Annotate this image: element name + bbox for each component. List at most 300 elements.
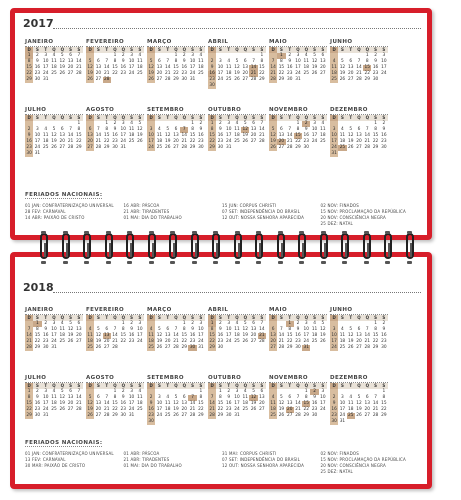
day-cell: 28 (364, 345, 371, 350)
weekday-label: S (157, 47, 161, 52)
day-cell: 6 (158, 59, 161, 64)
weekday-label: D (269, 115, 277, 121)
day-cell: 17 (120, 133, 127, 138)
day-cell: 12 (87, 65, 93, 70)
day-cell: 29 (217, 413, 224, 418)
day-cell: 16 (209, 71, 215, 76)
day-cell: 12 (278, 401, 285, 406)
binding-ring (320, 233, 328, 259)
day-cell: 26 (347, 345, 354, 350)
day-cell: 2 (36, 53, 39, 58)
day-cell: 22 (217, 407, 224, 412)
day-cell: 18 (87, 339, 93, 344)
day-cell: 18 (42, 139, 49, 144)
day-cell: 8 (296, 127, 300, 132)
day-cell: 31 (189, 77, 196, 82)
day-cell: 7 (105, 59, 109, 64)
day-cell: 20 (286, 407, 293, 412)
day-cell: 16 (225, 401, 232, 406)
day-cell: 28 (295, 413, 301, 418)
day-cell: 18 (234, 133, 240, 138)
day-cell: 6 (182, 395, 186, 400)
day-cell: 9 (382, 127, 386, 132)
day-cell: 20 (103, 339, 110, 344)
day-cell: 27 (259, 407, 265, 412)
day-cell: 16 (189, 333, 196, 338)
day-cell: 1 (191, 121, 194, 126)
weekday-label: Q (296, 115, 300, 120)
day-cell: 16 (148, 407, 154, 412)
day-cell: 11 (234, 127, 240, 132)
day-cell: 21 (67, 139, 74, 144)
day-cell: 8 (208, 127, 216, 133)
weekday-label: S (130, 115, 133, 120)
day-cell: 7 (166, 59, 170, 64)
calendar-page-2018 (10, 252, 432, 489)
weekday-label: Q (52, 315, 56, 320)
day-cell: 12 (347, 133, 354, 138)
day-cell: 1 (25, 389, 33, 395)
weekday-label: Q (113, 115, 117, 120)
binding-hole (278, 231, 283, 234)
day-cell: 19 (137, 133, 143, 138)
day-cell: 26 (320, 339, 326, 344)
weekday-label: T (105, 383, 109, 388)
day-cell: 14 (95, 133, 102, 138)
day-cell: 20 (156, 71, 163, 76)
day-cell: 4 (330, 59, 338, 65)
day-cell: 9 (219, 127, 222, 132)
day-cell: 9 (44, 327, 48, 332)
days-grid (269, 321, 327, 351)
weekday-label: S (96, 383, 100, 388)
holidays-list (25, 203, 419, 227)
day-cell: 20 (364, 407, 371, 412)
weekday-label: S (313, 383, 316, 388)
day-cell: 26 (250, 407, 257, 412)
day-cell: 3 (321, 389, 325, 394)
day-cell: 1 (286, 321, 294, 327)
day-cell: 23 (381, 139, 387, 144)
day-cell: 23 (120, 71, 127, 76)
month-name: MAIO (269, 39, 327, 47)
day-cell: 12 (137, 127, 143, 132)
day-cell: 31 (120, 145, 127, 150)
weekday-label: Q (113, 383, 117, 388)
day-cell: 8 (288, 327, 292, 332)
weekday-label: S (313, 315, 316, 320)
day-cell: 6 (357, 127, 361, 132)
day-cell: 24 (198, 339, 204, 344)
binding-ring (341, 233, 349, 259)
year-label: 2018 (23, 281, 54, 294)
day-cell: 21 (364, 139, 371, 144)
binding-hole (364, 261, 369, 264)
day-cell: 24 (156, 413, 163, 418)
days-grid (330, 53, 388, 83)
day-cell: 2 (199, 121, 203, 126)
holiday-item: 31 MAI: CORPUS CHRISTI (222, 451, 277, 456)
weekday-label: S (69, 383, 72, 388)
day-cell: 29 (364, 77, 371, 82)
weekday-label: S (35, 383, 39, 388)
day-cell: 15 (209, 333, 215, 338)
binding-hole (256, 231, 261, 234)
day-cell: 16 (181, 65, 188, 70)
day-cell: 10 (128, 395, 135, 400)
day-cell: 11 (270, 401, 276, 406)
weekday-label: S (199, 115, 203, 120)
day-cell: 27 (364, 413, 371, 418)
day-cell: 8 (77, 127, 81, 132)
day-cell: 12 (164, 133, 171, 138)
day-cell: 18 (198, 65, 204, 70)
weekday-label: D (208, 115, 216, 121)
day-cell: 28 (209, 413, 215, 418)
weekday-label: T (166, 47, 170, 52)
weekday-label: S (96, 315, 100, 320)
weekday-label: Q (174, 47, 178, 52)
day-cell: 30 (381, 145, 387, 150)
day-cell: 7 (357, 59, 361, 64)
day-cell: 24 (320, 407, 326, 412)
day-cell: 28 (67, 145, 74, 150)
day-cell: 18 (148, 339, 154, 344)
day-cell: 24 (42, 71, 49, 76)
day-cell: 22 (112, 71, 118, 76)
weekday-label: S (191, 315, 194, 320)
day-cell: 20 (242, 71, 249, 76)
day-cell: 7 (252, 59, 255, 64)
weekday-label: Q (235, 115, 239, 120)
month-6 (330, 39, 388, 97)
day-cell: 18 (320, 133, 326, 138)
weekday-label: S (313, 47, 316, 52)
day-cell: 6 (357, 327, 361, 332)
day-cell: 13 (250, 127, 257, 132)
weekday-label: S (77, 383, 81, 388)
day-cell: 16 (42, 333, 49, 338)
day-cell: 22 (189, 139, 196, 144)
day-cell: 24 (331, 145, 337, 150)
day-cell: 13 (95, 65, 102, 70)
day-cell: 5 (86, 59, 94, 65)
holiday-item: 15 NOV: PROCLAMAÇÃO DA REPÚBLICA (320, 457, 406, 462)
day-cell: 27 (356, 145, 362, 150)
day-cell: 1 (25, 53, 33, 59)
day-cell: 25 (156, 145, 163, 150)
day-cell: 25 (303, 71, 310, 76)
day-cell: 14 (270, 65, 276, 70)
day-cell: 19 (51, 139, 57, 144)
weekday-label: S (69, 115, 72, 120)
day-cell: 13 (286, 401, 293, 406)
day-cell: 22 (209, 139, 215, 144)
holiday-item: 15 JUN: CORPUS CHRISTI (222, 203, 277, 208)
day-cell: 9 (227, 395, 231, 400)
day-cell: 25 (128, 139, 135, 144)
month-4 (208, 307, 266, 365)
month-12 (330, 107, 388, 165)
weekday-label: Q (296, 315, 300, 320)
weekday-label: S (77, 47, 81, 52)
day-cell: 15 (120, 333, 127, 338)
day-cell: 19 (347, 339, 354, 344)
weekday-label: S (35, 47, 39, 52)
day-cell: 8 (105, 127, 109, 132)
weekday-label: Q (304, 315, 308, 320)
binding-hole (235, 231, 240, 234)
day-cell: 30 (303, 145, 310, 150)
holiday-item: 30 MAR: PAIXÃO DE CRISTO (25, 463, 86, 468)
month-2 (86, 307, 144, 365)
day-cell: 16 (311, 401, 318, 406)
weekday-label: D (330, 383, 338, 389)
weekday-label: D (25, 383, 33, 389)
weekday-label: T (166, 383, 170, 388)
day-cell: 5 (349, 327, 353, 332)
day-cell: 4 (227, 59, 231, 64)
day-cell: 20 (76, 333, 82, 338)
weekday-label: S (191, 47, 194, 52)
day-cell: 8 (182, 327, 186, 332)
day-cell: 23 (198, 139, 204, 144)
day-cell: 21 (278, 339, 285, 344)
day-cell: 13 (67, 59, 74, 64)
day-cell: 4 (130, 121, 133, 126)
weekday-label: Q (121, 383, 125, 388)
day-cell: 27 (67, 407, 74, 412)
day-cell: 27 (356, 345, 362, 350)
day-cell: 14 (356, 65, 362, 70)
weekday-label: T (288, 315, 292, 320)
holidays-column (124, 451, 223, 475)
day-cell: 25 (320, 139, 326, 144)
month-9 (147, 375, 205, 433)
day-cell: 10 (217, 65, 224, 70)
holiday-item: 02 NOV: FINADOS (320, 203, 359, 208)
day-cell: 24 (128, 71, 135, 76)
weekday-label: D (147, 115, 155, 121)
month-11 (269, 375, 327, 433)
day-cell: 19 (234, 71, 240, 76)
holiday-item: 20 NOV: CONSCIÊNCIA NEGRA (320, 463, 386, 468)
days-grid (330, 321, 388, 351)
weekday-label: S (218, 115, 222, 120)
day-cell: 16 (303, 133, 310, 138)
binding-hole (235, 261, 240, 264)
day-cell: 29 (278, 77, 285, 82)
day-cell: 25 (331, 77, 337, 82)
day-cell: 30 (189, 345, 196, 350)
binding-hole (127, 261, 132, 264)
weekday-label: T (105, 115, 109, 120)
day-cell: 3 (304, 321, 308, 326)
day-cell: 26 (148, 77, 154, 82)
month-name: FEVEREIRO (86, 307, 144, 315)
binding-hole (127, 231, 132, 234)
day-cell: 29 (26, 77, 32, 82)
day-cell: 6 (260, 389, 264, 394)
day-cell: 8 (260, 59, 264, 64)
weekday-label: Q (182, 315, 186, 320)
day-cell: 22 (209, 339, 215, 344)
day-cell: 26 (137, 139, 143, 144)
weekday-label: Q (182, 115, 186, 120)
days-grid (208, 53, 266, 89)
day-cell: 3 (138, 321, 142, 326)
day-cell: 4 (60, 321, 64, 326)
day-cell: 3 (130, 389, 133, 394)
day-cell: 22 (181, 339, 188, 344)
day-cell: 27 (286, 413, 293, 418)
day-cell: 16 (112, 133, 118, 138)
day-cell: 19 (95, 339, 102, 344)
day-cell: 8 (113, 395, 117, 400)
day-cell: 3 (227, 321, 231, 326)
days-grid (86, 121, 144, 151)
day-cell: 18 (137, 65, 143, 70)
day-cell: 27 (242, 77, 249, 82)
day-cell: 30 (381, 345, 387, 350)
weekday-label: S (382, 115, 386, 120)
day-cell: 30 (225, 413, 232, 418)
day-cell: 17 (381, 65, 387, 70)
weekday-label: S (313, 115, 316, 120)
weekday-label: S (199, 315, 203, 320)
day-cell: 7 (260, 321, 264, 326)
weekday-label: Q (121, 115, 125, 120)
day-cell: 2 (191, 321, 194, 326)
day-cell: 20 (95, 71, 102, 76)
day-cell: 8 (199, 395, 203, 400)
holidays-column (124, 203, 223, 227)
day-cell: 18 (270, 407, 276, 412)
binding-hole (213, 261, 218, 264)
weekday-label: S (77, 115, 81, 120)
day-cell: 31 (42, 77, 49, 82)
day-cell: 20 (270, 339, 276, 344)
day-cell: 29 (181, 345, 188, 350)
binding-ring (83, 233, 91, 259)
day-cell: 10 (120, 127, 127, 132)
binding-ring (126, 233, 134, 259)
day-cell: 8 (191, 127, 194, 132)
day-cell: 13 (59, 133, 66, 138)
day-cell: 12 (242, 127, 249, 132)
day-cell: 12 (59, 59, 66, 64)
day-cell: 13 (250, 327, 257, 332)
day-cell: 28 (356, 77, 362, 82)
holidays-title: FERIADOS NACIONAIS: (25, 440, 103, 446)
day-cell: 17 (137, 333, 143, 338)
day-cell: 18 (51, 65, 57, 70)
weekday-label: S (130, 47, 133, 52)
day-cell: 19 (164, 139, 171, 144)
day-cell: 14 (112, 333, 118, 338)
day-cell: 17 (148, 139, 154, 144)
weekday-label: Q (357, 383, 361, 388)
day-cell: 7 (296, 395, 300, 400)
day-cell: 11 (234, 327, 240, 332)
day-cell: 8 (219, 395, 222, 400)
day-cell: 23 (381, 339, 387, 344)
day-cell: 3 (130, 53, 133, 58)
weekday-label: T (227, 383, 231, 388)
day-cell: 2 (208, 59, 216, 65)
binding-ring (191, 233, 199, 259)
day-cell: 11 (320, 127, 326, 132)
day-cell: 19 (87, 71, 93, 76)
day-cell: 7 (208, 395, 216, 401)
day-cell: 26 (234, 77, 240, 82)
day-cell: 26 (95, 345, 102, 350)
day-cell: 15 (26, 401, 32, 406)
day-cell: 31 (234, 413, 240, 418)
month-name: JUNHO (330, 307, 388, 315)
day-cell: 10 (303, 327, 310, 332)
day-cell: 31 (128, 413, 135, 418)
day-cell: 8 (208, 327, 216, 333)
day-cell: 23 (217, 139, 224, 144)
holidays-title: FERIADOS NACIONAIS: (25, 192, 103, 198)
day-cell: 9 (36, 59, 39, 64)
day-cell: 16 (120, 401, 127, 406)
day-cell: 29 (303, 413, 310, 418)
day-cell: 7 (113, 327, 117, 332)
day-cell: 6 (280, 127, 283, 132)
day-cell: 18 (339, 139, 346, 144)
day-cell: 14 (189, 401, 196, 406)
day-cell: 23 (128, 339, 135, 344)
month-name: JANEIRO (25, 39, 83, 47)
binding-ring (105, 233, 113, 259)
day-cell: 30 (217, 145, 224, 150)
day-cell: 2 (288, 53, 292, 58)
day-cell: 14 (76, 395, 82, 400)
day-cell: 29 (112, 413, 118, 418)
day-cell: 13 (67, 395, 74, 400)
weekday-label: Q (121, 47, 125, 52)
binding-hole (84, 261, 89, 264)
weekday-label: T (227, 115, 231, 120)
day-cell: 26 (51, 145, 57, 150)
day-cell: 26 (347, 145, 354, 150)
day-cell: 11 (225, 65, 232, 70)
day-cell: 9 (182, 59, 186, 64)
day-cell: 18 (137, 401, 143, 406)
day-cell: 21 (26, 339, 32, 344)
day-cell: 12 (270, 133, 276, 138)
day-cell: 17 (303, 333, 310, 338)
day-cell: 25 (51, 71, 57, 76)
day-cell: 27 (87, 145, 93, 150)
binding-hole (385, 261, 390, 264)
weekday-label: S (321, 383, 325, 388)
day-cell: 20 (278, 139, 285, 144)
day-cell: 16 (286, 65, 293, 70)
day-cell: 12 (339, 65, 346, 70)
day-cell: 30 (372, 77, 379, 82)
weekday-label: S (252, 315, 255, 320)
day-cell: 30 (181, 77, 188, 82)
holidays-column (321, 203, 420, 227)
day-cell: 5 (52, 127, 56, 132)
binding-hole (106, 261, 111, 264)
day-cell: 14 (103, 401, 110, 406)
day-cell: 21 (181, 139, 188, 144)
month-7 (25, 375, 83, 433)
